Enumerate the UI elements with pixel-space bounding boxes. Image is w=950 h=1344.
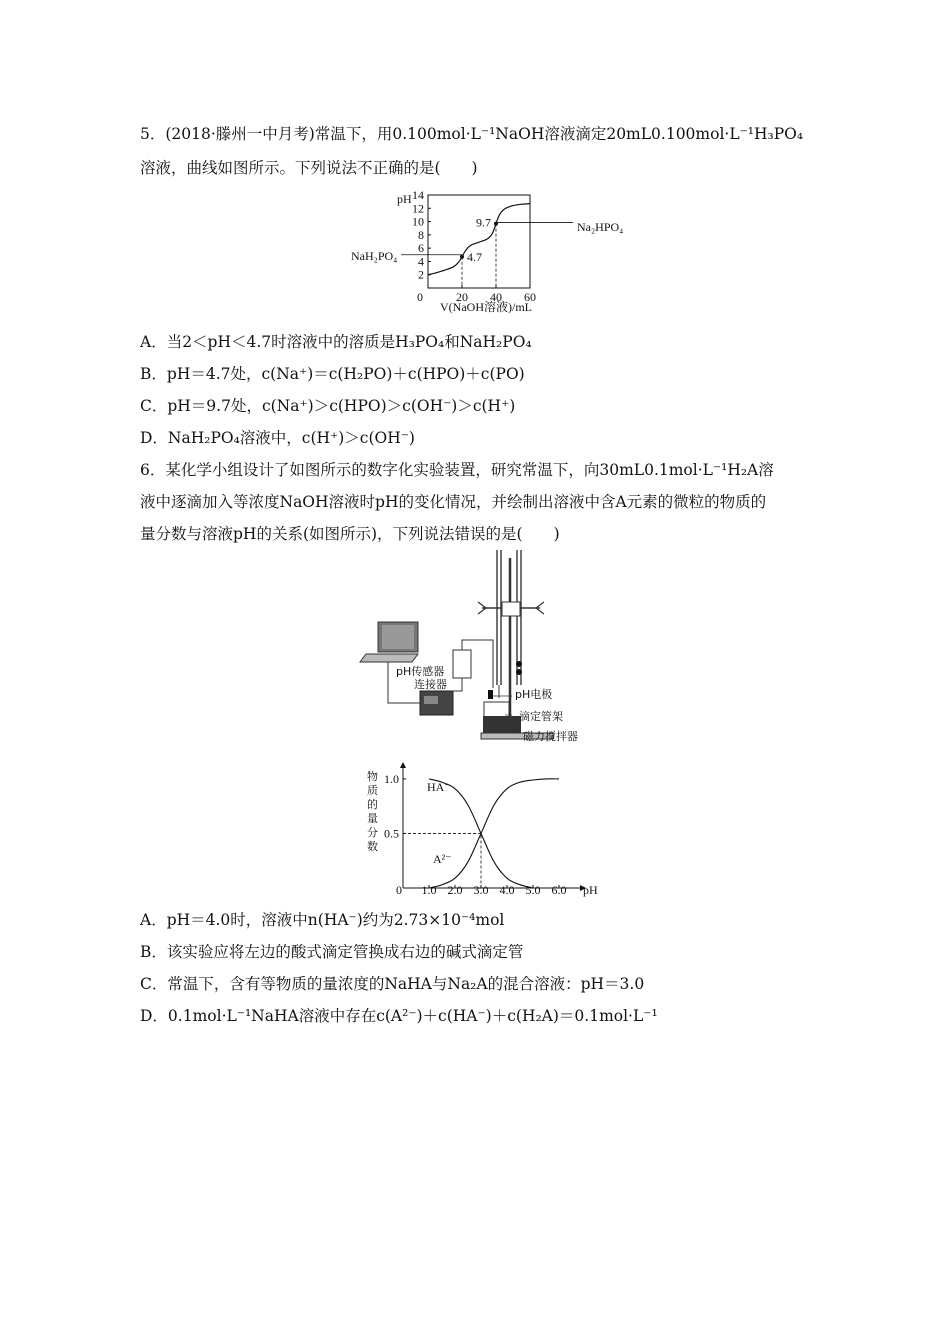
chart2-xtick-label: 5.0: [525, 883, 541, 897]
chart1-ytick-label: 14: [412, 188, 424, 202]
chart1-label-9-7: 9.7: [476, 215, 491, 230]
chart2-ylabel-4: 量: [367, 812, 378, 825]
q6-stem-line1: 6．某化学小组设计了如图所示的数字化实验装置，研究常温下，向30mL0.1mol·L⁻¹H₂A溶: [140, 461, 774, 479]
chart1-axes: [428, 195, 530, 288]
fraction-ph-chart: [355, 760, 598, 900]
q6-option-b: B．该实验应将左边的酸式滴定管换成右边的碱式滴定管: [140, 943, 524, 961]
chart1-ytick-label: 4: [418, 254, 424, 269]
chart2-xtick-label: 2.0: [447, 883, 463, 897]
chart1-xlabel: V(NaOH溶液)/mL: [440, 300, 532, 314]
chart1-ytick-label: 6: [418, 241, 424, 256]
chart1-ph-curve: [428, 204, 530, 275]
chart2-xtick-label: 3.0: [473, 883, 489, 897]
chart2-ylabel-5: 分: [367, 826, 378, 839]
chart2-label-a2: A²⁻: [433, 852, 452, 866]
chart2-xtick-label: 1.0: [421, 883, 437, 897]
ph-electrode: [488, 690, 493, 699]
chart2-ylabel-2: 质: [367, 784, 378, 797]
chart2-xlabel: pH: [583, 883, 598, 897]
q5-option-b: B．pH＝4.7处，c(Na⁺)＝c(H₂PO)＋c(HPO)＋c(PO): [140, 365, 525, 383]
chart1-point-4-7: [460, 255, 464, 259]
chart1-xtick-label: 60: [524, 290, 536, 304]
chart2-xtick-label: 6.0: [551, 883, 567, 897]
titration-apparatus-figure: [360, 550, 610, 760]
chart1-xtick-label: 0: [417, 290, 423, 304]
apparatus-label-sensor: pH传感器: [396, 665, 445, 678]
q5-option-a: A．当2＜pH＜4.7时溶液中的溶质是H₃PO₄和NaH₂PO₄: [140, 333, 532, 351]
chart2-ytick-label: 0.5: [384, 826, 399, 841]
chart1-label-na2hpo4: Na₂HPO₄: [577, 220, 624, 234]
chart2-xtick-label: 0: [396, 883, 402, 897]
q6-stem-line2: 液中逐滴加入等浓度NaOH溶液时pH的变化情况，并绘制出溶液中含A元素的微粒的物质的: [140, 493, 767, 511]
chart1-label-4-7: 4.7: [467, 249, 482, 264]
chart1-ytick-label: 8: [418, 227, 424, 242]
chart1-ytick-label: 12: [412, 201, 424, 216]
apparatus-label-stirrer: 磁力搅拌器: [523, 730, 578, 743]
chart2-ylabel-6: 数: [367, 840, 378, 853]
q6-option-c: C．常温下，含有等物质的量浓度的NaHA与Na₂A的混合溶液：pH＝3.0: [140, 975, 645, 993]
q5-option-d: D．NaH₂PO₄溶液中，c(H⁺)＞c(OH⁻): [140, 429, 415, 447]
chart1-xtick-label: 40: [490, 290, 502, 304]
chart2-ylabel-3: 的: [367, 798, 378, 811]
laptop: [360, 622, 418, 662]
q6-option-d: D．0.1mol·L⁻¹NaHA溶液中存在c(A²⁻)＋c(HA⁻)＋c(H₂A)＝0.1mol·L⁻¹: [140, 1007, 658, 1025]
q6-stem-line3: 量分数与溶液pH的关系(如图所示)，下列说法错误的是( ): [140, 525, 560, 543]
sensor-box: [453, 650, 471, 678]
chart1-ylabel: pH: [397, 192, 412, 206]
chart1-label-nah2po4: NaH₂PO₄: [351, 249, 398, 263]
chart2-x-ticks: [396, 883, 567, 897]
chart2-ylabel-1: 物: [367, 770, 378, 783]
chart2-ytick-label: 1.0: [384, 771, 399, 786]
chart1-ytick-label: 10: [412, 214, 424, 229]
chart2-label-ha: HA⁻: [427, 780, 451, 794]
q5-option-c: C．pH＝9.7处，c(Na⁺)＞c(HPO)＞c(OH⁻)＞c(H⁺): [140, 397, 516, 415]
chart1-xtick-label: 20: [456, 290, 468, 304]
q5-stem-line1: 5．(2018·滕州一中月考)常温下，用0.100mol·L⁻¹NaOH溶液滴定20mL0.100mol·L⁻¹H₃PO₄: [140, 125, 804, 143]
apparatus-label-connector: 连接器: [414, 678, 447, 691]
q5-stem-line2: 溶液，曲线如图所示。下列说法不正确的是( ): [140, 159, 478, 177]
q6-option-a: A．pH＝4.0时，溶液中n(HA⁻)约为2.73×10⁻⁴mol: [140, 911, 505, 929]
magnetic-stirrer: [483, 716, 521, 733]
apparatus-label-electrode: pH电极: [515, 688, 553, 701]
chart2-xtick-label: 4.0: [499, 883, 515, 897]
chart1-ytick-label: 2: [418, 267, 424, 282]
apparatus-label-stand: 滴定管架: [519, 710, 563, 723]
ph-titration-chart: [345, 188, 635, 318]
